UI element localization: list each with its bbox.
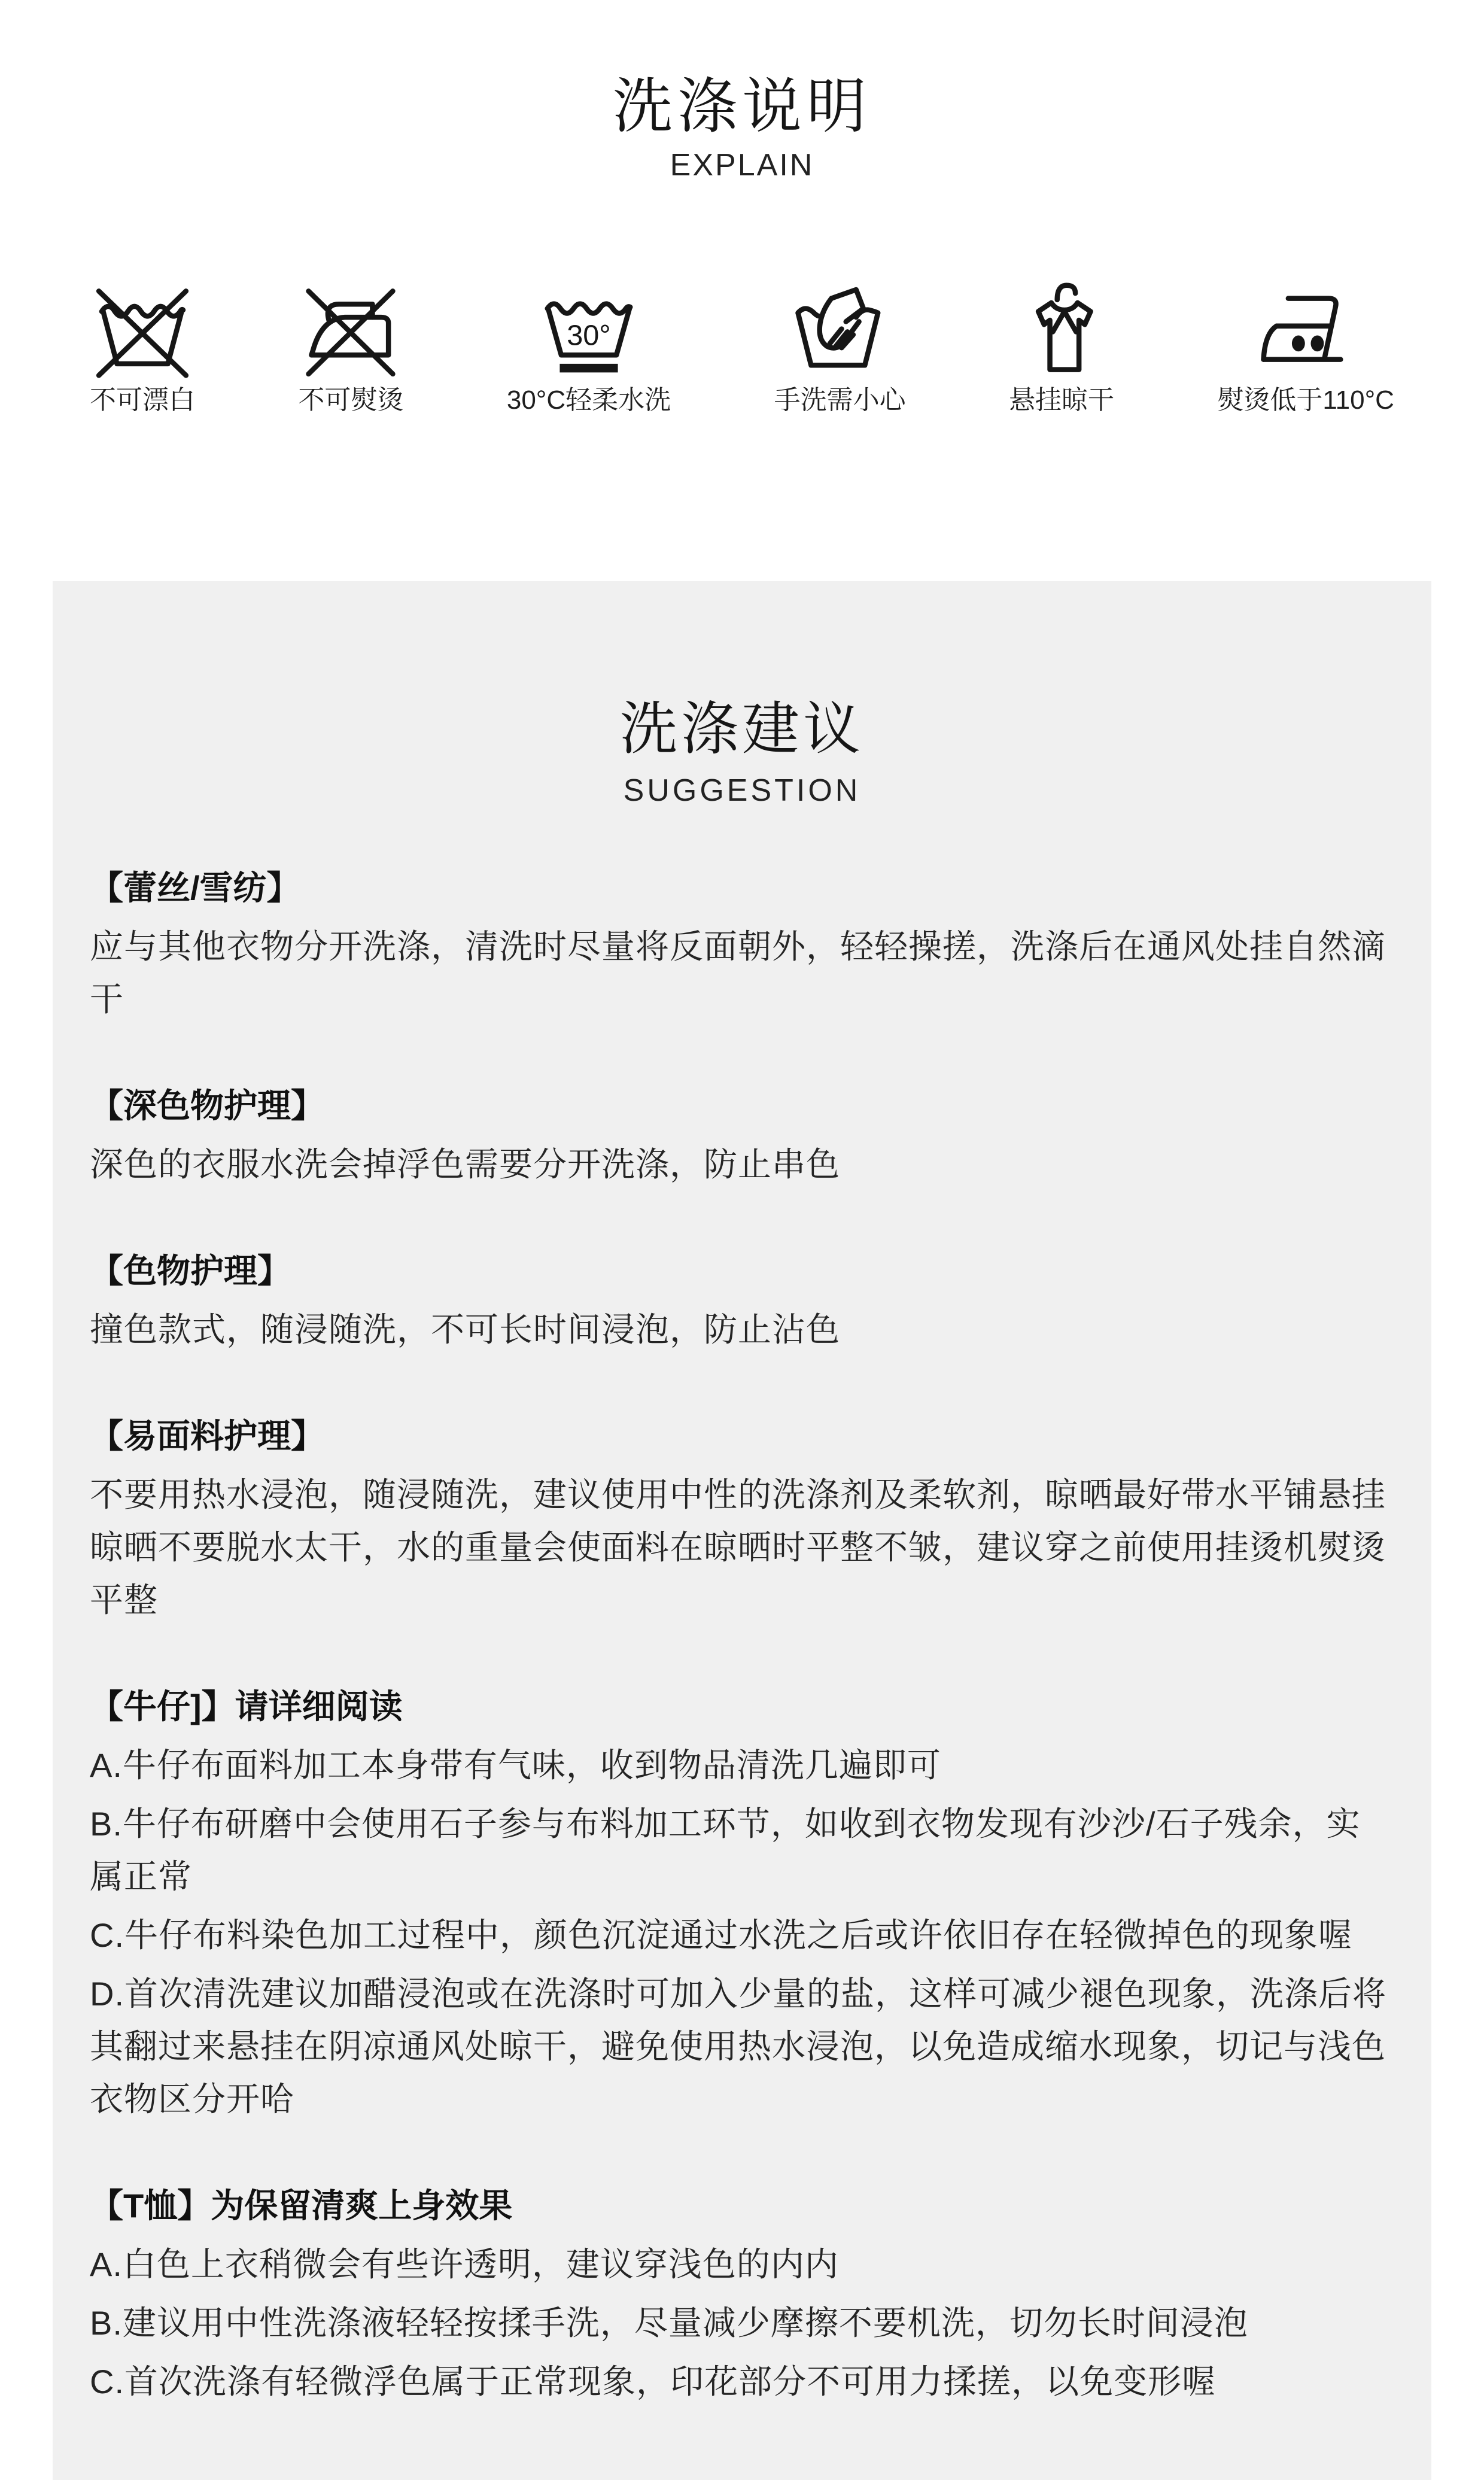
hand-wash-icon bbox=[789, 279, 891, 381]
care-icons-row bbox=[0, 279, 1484, 417]
section-text: 不要用热水浸泡，随浸随洗，建议使用中性的洗涤剂及柔软剂，晾晒最好带水平铺悬挂晾晒不要脱水太干，水的重量会使面料在晾晒时平整不皱，建议穿之前使用挂烫机熨烫平整 bbox=[90, 1476, 1386, 1619]
section-text: 应与其他衣物分开洗涤，清洗时尽量将反面朝外，轻轻操搓，洗涤后在通风处挂自然滴干 bbox=[90, 928, 1386, 1019]
care-item-iron-low bbox=[1217, 279, 1394, 417]
wash-30-icon bbox=[538, 279, 640, 381]
section-denim bbox=[90, 1680, 1394, 2126]
suggestion-sections bbox=[90, 862, 1394, 2408]
care-item-hang-dry bbox=[1009, 279, 1114, 417]
section-text: B.建议用中性洗涤液轻轻按揉手洗，尽量减少摩擦不要机洗，切勿长时间浸泡 bbox=[90, 2304, 1248, 2342]
section-text: C.牛仔布料染色加工过程中，颜色沉淀通过水洗之后或许依旧存在轻微掉色的现象喔 bbox=[90, 1916, 1352, 1955]
section-heading: 【T恤】为保留清爽上身效果 bbox=[90, 2187, 513, 2225]
suggestion-panel bbox=[53, 581, 1431, 2480]
section-delicate-fabric bbox=[90, 1410, 1394, 1627]
section-lace-chiffon bbox=[90, 862, 1394, 1026]
section-color-care bbox=[90, 1245, 1394, 1356]
section-heading: 【易面料护理】 bbox=[90, 1417, 324, 1455]
section-text: B.牛仔布研磨中会使用石子参与布料加工环节，如收到衣物发现有沙沙/石子残余，实属正常 bbox=[90, 1805, 1361, 1896]
section-heading: 【蕾丝/雪纺】 bbox=[90, 869, 300, 907]
suggestion-title: 洗涤建议 bbox=[620, 697, 864, 761]
care-item-no-iron bbox=[298, 279, 403, 417]
care-label: 不可熨烫 bbox=[298, 385, 404, 415]
care-label: 悬挂晾干 bbox=[1009, 385, 1114, 415]
care-label: 手洗需小心 bbox=[774, 385, 906, 415]
care-item-wash-30 bbox=[507, 279, 671, 417]
page-title: 洗涤说明 bbox=[613, 73, 871, 140]
page-subtitle: EXPLAIN bbox=[670, 148, 814, 183]
iron-low-icon bbox=[1255, 279, 1357, 381]
no-iron-icon bbox=[300, 279, 402, 381]
section-text: C.首次洗涤有轻微浮色属于正常现象，印花部分不可用力揉搓，以免变形喔 bbox=[90, 2363, 1216, 2401]
section-heading: 【色物护理】 bbox=[90, 1252, 291, 1290]
section-dark-care bbox=[90, 1080, 1394, 1191]
section-text: A.白色上衣稍微会有些许透明，建议穿浅色的内内 bbox=[90, 2245, 839, 2284]
hang-dry-icon bbox=[1011, 279, 1112, 381]
section-tshirt bbox=[90, 2180, 1394, 2408]
suggestion-subtitle: SUGGESTION bbox=[623, 773, 861, 808]
care-item-no-bleach bbox=[90, 279, 195, 417]
care-item-hand-wash bbox=[774, 279, 906, 417]
care-label: 30°C轻柔水洗 bbox=[506, 385, 671, 415]
no-bleach-icon bbox=[92, 279, 193, 381]
section-text: D.首次清洗建议加醋浸泡或在洗涤时可加入少量的盐，这样可减少褪色现象，洗涤后将其翻过来悬挂在阴凉通风处晾干，避免使用热水浸泡，以免造成缩水现象，切记与浅色衣物区分开哈 bbox=[90, 1975, 1386, 2119]
svg-text:30°: 30° bbox=[567, 319, 611, 352]
section-heading: 【牛仔]】请详细阅读 bbox=[90, 1688, 403, 1726]
care-label: 熨烫低于110°C bbox=[1217, 385, 1394, 415]
hero-section bbox=[0, 0, 1484, 181]
section-text: 撞色款式，随浸随洗，不可长时间浸泡，防止沾色 bbox=[90, 1311, 840, 1349]
section-text: 深色的衣服水洗会掉浮色需要分开洗涤，防止串色 bbox=[90, 1145, 840, 1184]
care-label: 不可漂白 bbox=[90, 385, 195, 415]
section-heading: 【深色物护理】 bbox=[90, 1087, 324, 1125]
section-text: A.牛仔布面料加工本身带有气味，收到物品清洗几遍即可 bbox=[90, 1746, 941, 1785]
